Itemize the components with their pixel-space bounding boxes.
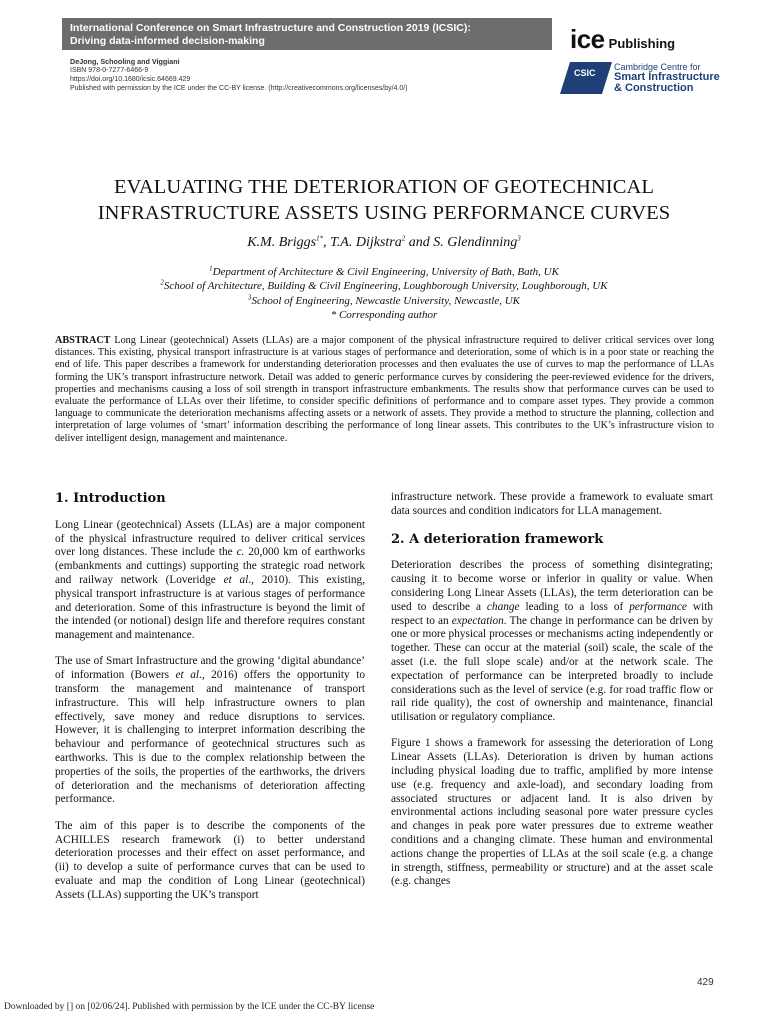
section-heading-introduction: 1. Introduction	[55, 491, 166, 506]
text-run: Deterioration describes the process of something disintegrating; causing it to become worse or inferior in quality or value. When considering Long Linear Assets (LLAs), the term deterioration can be used to describe a	[391, 559, 713, 613]
text-run: The use of Smart Infrastructure and the growing ‘digital abundance’ of information (Bowers	[55, 655, 365, 682]
doi-link[interactable]: https://doi.org/10.1680/icsic.64669.429	[70, 76, 191, 83]
italic-text: et al	[223, 573, 249, 586]
italic-text: et al	[175, 669, 199, 682]
paragraph	[391, 491, 713, 519]
section-heading-deterioration-framework: 2. A deterioration framework	[391, 531, 604, 547]
abstract-label: ABSTRACT	[55, 335, 111, 346]
text-run: ., 2016) offers the opportunity to transform the management and maintenance of transport infrastructure. This will help infrastructure owners to plan effectively, save money and reduce disruptions to services. However, it is challenging to interpret information describing the behaviour and performance of geotechnical structures such as earthworks. This is due to the complex relationship between the properties of the soils, the properties of the earthworks, the drivers of deterioration and the mechanisms of deterioration affecting performance.	[55, 669, 365, 806]
italic-text: expectation	[451, 614, 504, 627]
conference-title-line2: Driving data-informed decision-making	[70, 35, 265, 47]
author-separator: and	[405, 235, 434, 250]
affiliation-superscript: 2	[160, 278, 164, 287]
text-run: 20,000 km of earthworks (embankments and cuttings) supporting the strategic road network and railway network (Loveridge	[55, 546, 365, 586]
paragraph	[55, 655, 365, 807]
affiliation-superscript: 1	[209, 264, 213, 273]
license-note: Published with permission by the ICE under the CC-BY license. (http://creativecommons.org/licenses/by/4.0/)	[70, 85, 408, 92]
paragraph	[55, 820, 365, 903]
paper-title	[40, 174, 728, 226]
text-run: with respect to an	[391, 600, 713, 627]
ice-logo-text: ice	[570, 24, 605, 54]
affiliation-line	[0, 265, 768, 279]
editors: DeJong, Schooling and Viggiani	[70, 57, 180, 66]
author-name: T.A. Dijkstra	[330, 235, 402, 250]
download-footer: Downloaded by [] on [02/06/24]. Published with permission by the ICE under the CC-BY license	[4, 1002, 375, 1012]
text-run: Figure 1 shows a framework for assessing the deterioration of Long Linear Assets (LLAs). Deterioration is driven by human actions including physical loading due to traffic, amplified by more intense use (e.g. frequency and axle-load), and secondary loading from associated structures or adjacent land. It is also driven by environmental actions including seasonal pore water pressure cycles and changes in peak pore water pressures due to extreme weather conditions and a changing climate. These human and environmental actions change the properties of LLAs at the soil scale (e.g. a change in strength, stiffness, permeability or structure) and at the asset scale (e.g. changes	[391, 737, 713, 888]
author-list	[0, 235, 768, 251]
italic-text: performance	[629, 600, 687, 613]
italic-text: change	[486, 600, 520, 613]
italic-text: c.	[236, 546, 245, 559]
affiliation-text: * Corresponding author	[330, 309, 438, 322]
author-separator: ,	[323, 235, 331, 250]
affiliations	[0, 265, 768, 323]
page-number: 429	[697, 977, 714, 988]
author-superscript: 2	[401, 234, 406, 243]
csic-line3: & Construction	[614, 82, 694, 94]
author-name: S. Glendinning	[433, 235, 518, 250]
affiliation-text: School of Architecture, Building & Civil Engineering, Loughborough University, Loughborough, UK	[163, 280, 608, 293]
corresponding-author-note	[0, 308, 768, 322]
right-column	[391, 491, 713, 902]
affiliation-text: Department of Architecture & Civil Engineering, University of Bath, Bath, UK	[212, 266, 559, 278]
text-run: Long Linear (geotechnical) Assets (LLAs) are a major component of the physical infrastructure required to deliver critical services over long distances. These include the	[55, 518, 365, 559]
text-run: infrastructure network. These provide a framework to evaluate smart data sources and condition indicators for LLA management.	[391, 491, 713, 517]
abstract	[55, 335, 714, 445]
csic-logo	[560, 62, 720, 94]
left-column	[55, 492, 365, 915]
csic-badge-icon	[560, 62, 612, 94]
text-run: leading to a loss of	[519, 600, 630, 613]
author-superscript: 3	[517, 234, 521, 243]
conference-banner	[62, 18, 552, 50]
affiliation-superscript: 3	[247, 293, 252, 302]
affiliation-text: School of Engineering, Newcastle University, Newcastle, UK	[251, 294, 521, 307]
author-name: K.M. Briggs	[247, 235, 317, 250]
publishing-text: Publishing	[608, 36, 676, 51]
text-run: . The change in performance can be driven by one or more physical processes or mechanisms acting independently or together. These can occur at the material (soil) scale, the scale of the asset (i.e. the full slope scale) and/or at the network scale. The expectation of performance can be interpreted broadly to include considerations such as the level of service (e.g. for road traffic flow or rail ride quality), the cost of ownership and maintenance, financial utilisation or regulatory compliance.	[391, 614, 713, 724]
affiliation-line	[0, 279, 768, 293]
abstract-text: Long Linear (geotechnical) Assets (LLAs) are a major component of the physical infrastructure required to deliver critical services over long distances. This existing, physical transport infrastructure is at various stages of performance and deterioration, some of which is in a poor state or reaching the end of life. This paper describes a framework for understanding deterioration processes and then evaluates the use of curves to map the performance of LLAs forming the UK’s transport infrastructure network. Detail was added to generic performance curves by considering the peer-reviewed evidence for the drivers, properties and mechanisms causing a loss of soil strength in transport infrastructure embankments. The results show that performance curves can be used to evaluate the performance of LLAs over their lifetime, to consider specific definitions of performance and to compare asset types. They provide a common language to communicate the deterioration mechanisms affecting assets or a network of assets. They provide a method to structure the planning, collection and interpretation of large volumes of ‘smart’ information describing the performance of long linear assets. This contributes to the UK’s infrastructure vision to deliver intelligent design, management and maintenance.	[55, 335, 714, 444]
title-line2: INFRASTRUCTURE ASSETS USING PERFORMANCE CURVES	[97, 202, 671, 224]
conference-title-line1: International Conference on Smart Infrastructure and Construction 2019 (ICSIC):	[70, 22, 471, 34]
csic-line2: Smart Infrastructure	[614, 71, 720, 83]
paragraph	[55, 519, 365, 643]
paragraph	[391, 559, 713, 725]
title-line1: EVALUATING THE DETERIORATION OF GEOTECHNICAL	[113, 176, 654, 198]
paragraph	[391, 737, 713, 889]
author-superscript: 1*	[316, 234, 324, 243]
isbn: ISBN 978-0-7277-6466-9	[70, 67, 149, 74]
csic-badge-text: CSIC	[574, 68, 596, 78]
text-run: ., 2010). This existing, physical transport infrastructure is at various stages of performance and deterioration. Some of this infrastructure is beyond the limit of the intended (or notional) design life and therefore requires constant management and maintenance.	[55, 573, 366, 642]
csic-line1: Cambridge Centre for	[614, 62, 701, 72]
affiliation-line	[0, 294, 768, 308]
text-run: The aim of this paper is to describe the components of the ACHILLES research framework (i) to better understand deterioration processes and their effect on asset performance, and (ii) to develop a suite of performance curves that can be used to evaluate and map the condition of Long Linear (geotechnical) Assets (LLAs) supporting the UK’s transport	[55, 819, 365, 901]
ice-publishing-logo	[570, 24, 675, 55]
publication-meta	[70, 57, 408, 93]
